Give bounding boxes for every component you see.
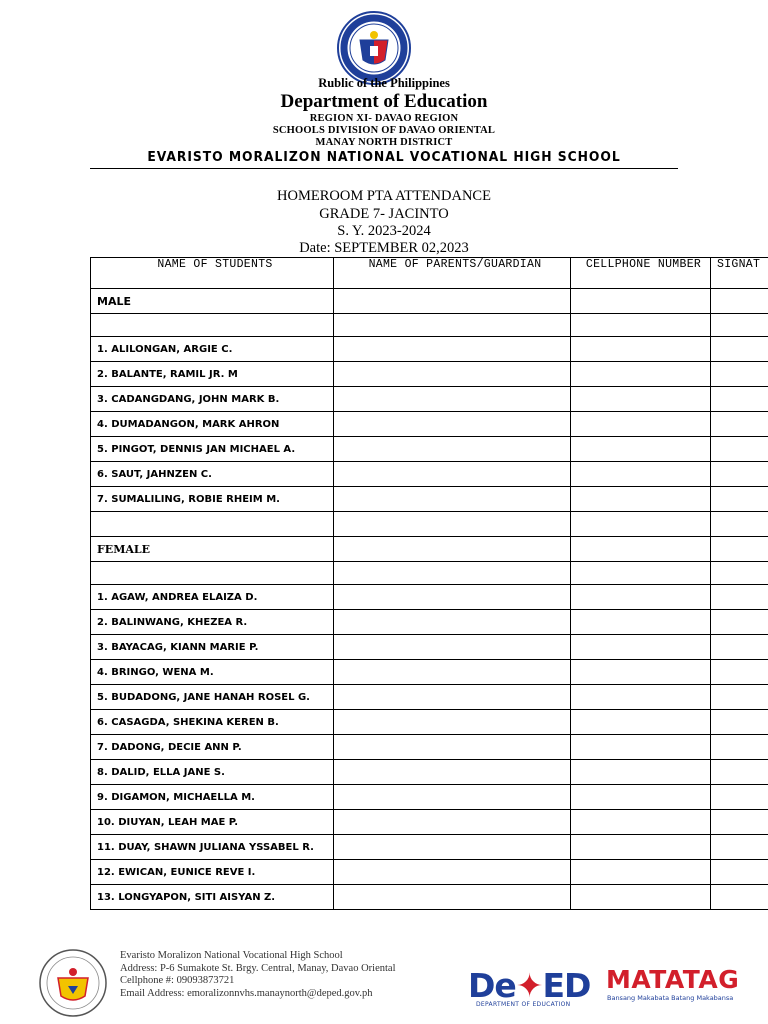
school-year: S. Y. 2023-2024 (337, 223, 431, 239)
signature-cell (711, 585, 768, 610)
male-section-row (91, 289, 768, 314)
student-name-cell: 6. CASAGDA, SHEKINA KEREN B. (91, 710, 334, 735)
cellphone-cell (571, 810, 711, 835)
signature-cell (711, 635, 768, 660)
parent-name-cell (334, 610, 571, 635)
attendance-table (90, 257, 768, 910)
female-student-row (91, 610, 768, 635)
signature-cell (711, 685, 768, 710)
school-name: EVARISTO MORALIZON NATIONAL VOCATIONAL HIGH SCHOOL (147, 150, 621, 165)
student-name-cell: 4. BRINGO, WENA M. (91, 660, 334, 685)
female-student-row (91, 860, 768, 885)
student-name-cell: 2. BALINWANG, KHEZEA R. (91, 610, 334, 635)
female-student-row (91, 760, 768, 785)
cellphone-cell (571, 860, 711, 885)
cellphone-cell (571, 585, 711, 610)
male-student-row (91, 462, 768, 487)
signature-cell (711, 562, 768, 585)
blank-row (91, 512, 768, 537)
cellphone-cell (571, 512, 711, 537)
signature-cell (711, 835, 768, 860)
parent-name-cell (334, 660, 571, 685)
footer-address: Address: P-6 Sumakote St. Brgy. Central, Manay, Davao Oriental (120, 962, 396, 974)
cellphone-cell (571, 437, 711, 462)
parent-name-cell (334, 462, 571, 487)
cellphone-cell (571, 362, 711, 387)
student-name-cell: 6. SAUT, JAHNZEN C. (91, 462, 334, 487)
grade-section: GRADE 7- JACINTO (319, 206, 449, 222)
student-name-cell: 5. BUDADONG, JANE HANAH ROSEL G. (91, 685, 334, 710)
male-student-row (91, 437, 768, 462)
header-signature: SIGNAT (711, 258, 768, 289)
student-name-cell: MALE (91, 289, 334, 314)
parent-name-cell (334, 860, 571, 885)
female-student-row (91, 785, 768, 810)
student-name-cell: 4. DUMADANGON, MARK AHRON (91, 412, 334, 437)
student-name-cell: 2. BALANTE, RAMIL JR. M (91, 362, 334, 387)
signature-cell (711, 314, 768, 337)
signature-cell (711, 860, 768, 885)
parent-name-cell (334, 585, 571, 610)
male-student-row (91, 362, 768, 387)
signature-cell (711, 289, 768, 314)
parent-name-cell (334, 635, 571, 660)
signature-cell (711, 412, 768, 437)
student-name-cell: 8. DALID, ELLA JANE S. (91, 760, 334, 785)
deped-seal-icon (336, 10, 412, 86)
parent-name-cell (334, 314, 571, 337)
signature-cell (711, 362, 768, 387)
signature-cell (711, 537, 768, 562)
parent-name-cell (334, 387, 571, 412)
female-student-row (91, 810, 768, 835)
cellphone-cell (571, 562, 711, 585)
parent-name-cell (334, 289, 571, 314)
division-line: SCHOOLS DIVISION OF DAVAO ORIENTAL (272, 125, 496, 136)
cellphone-cell (571, 685, 711, 710)
male-student-row (91, 487, 768, 512)
cellphone-cell (571, 487, 711, 512)
parent-name-cell (334, 362, 571, 387)
female-section-row (91, 537, 768, 562)
parent-name-cell (334, 760, 571, 785)
student-name-cell: 7. SUMALILING, ROBIE RHEIM M. (91, 487, 334, 512)
cellphone-cell (571, 635, 711, 660)
cellphone-cell (571, 412, 711, 437)
student-name-cell: 9. DIGAMON, MICHAELLA M. (91, 785, 334, 810)
signature-cell (711, 660, 768, 685)
cellphone-cell (571, 760, 711, 785)
footer-info (120, 950, 395, 1000)
parent-name-cell (334, 487, 571, 512)
parent-name-cell (334, 412, 571, 437)
blank-row (91, 314, 768, 337)
cellphone-cell (571, 835, 711, 860)
cellphone-cell (571, 314, 711, 337)
student-name-cell (91, 314, 334, 337)
signature-cell (711, 760, 768, 785)
cellphone-cell (571, 289, 711, 314)
female-student-row (91, 660, 768, 685)
cellphone-cell (571, 387, 711, 412)
signature-cell (711, 810, 768, 835)
signature-cell (711, 785, 768, 810)
parent-name-cell (334, 810, 571, 835)
cellphone-cell (571, 462, 711, 487)
student-name-cell: FEMALE (91, 537, 334, 562)
blank-row (91, 562, 768, 585)
parent-name-cell (334, 337, 571, 362)
student-name-cell: 13. LONGYAPON, SITI AISYAN Z. (91, 885, 334, 910)
parent-name-cell (334, 537, 571, 562)
parent-name-cell (334, 685, 571, 710)
signature-cell (711, 512, 768, 537)
footer-school: Evaristo Moralizon National Vocational High School (120, 950, 343, 961)
header-cellphone: CELLPHONE NUMBER (571, 258, 711, 289)
male-student-row (91, 412, 768, 437)
male-student-row (91, 337, 768, 362)
department-name: Department of Education (280, 91, 488, 112)
student-name-cell: 1. ALILONGAN, ARGIE C. (91, 337, 334, 362)
footer-email: Email Address: emoralizonnvhs.manaynorth@deped.gov.ph (120, 987, 373, 999)
cellphone-cell (571, 610, 711, 635)
parent-name-cell (334, 735, 571, 760)
document-title: HOMEROOM PTA ATTENDANCE (277, 188, 491, 204)
matatag-logo: MATATAG (606, 965, 740, 994)
student-name-cell: 3. BAYACAG, KIANN MARIE P. (91, 635, 334, 660)
region-line: REGION XI- DAVAO REGION (309, 113, 459, 124)
cellphone-cell (571, 537, 711, 562)
cellphone-cell (571, 710, 711, 735)
signature-cell (711, 710, 768, 735)
cellphone-cell (571, 885, 711, 910)
female-student-row (91, 685, 768, 710)
parent-name-cell (334, 785, 571, 810)
parent-name-cell (334, 885, 571, 910)
deped-tagline: DEPARTMENT OF EDUCATION (476, 1001, 571, 1008)
female-student-row (91, 835, 768, 860)
signature-cell (711, 387, 768, 412)
meeting-date: Date: SEPTEMBER 02,2023 (299, 240, 469, 256)
header-divider (90, 168, 678, 169)
student-name-cell: 5. PINGOT, DENNIS JAN MICHAEL A. (91, 437, 334, 462)
student-name-cell: 12. EWICAN, EUNICE REVE I. (91, 860, 334, 885)
student-name-cell: 3. CADANGDANG, JOHN MARK B. (91, 387, 334, 412)
header-parent-name: NAME OF PARENTS/GUARDIAN (334, 258, 571, 289)
cellphone-cell (571, 785, 711, 810)
signature-cell (711, 610, 768, 635)
parent-name-cell (334, 710, 571, 735)
header-student-name: NAME OF STUDENTS (91, 258, 334, 289)
female-student-row (91, 885, 768, 910)
signature-cell (711, 462, 768, 487)
cellphone-cell (571, 735, 711, 760)
cellphone-cell (571, 660, 711, 685)
student-name-cell: 1. AGAW, ANDREA ELAIZA D. (91, 585, 334, 610)
female-student-row (91, 735, 768, 760)
female-student-row (91, 635, 768, 660)
parent-name-cell (334, 437, 571, 462)
parent-name-cell (334, 512, 571, 537)
student-name-cell (91, 512, 334, 537)
cellphone-cell (571, 337, 711, 362)
signature-cell (711, 885, 768, 910)
student-name-cell: 7. DADONG, DECIE ANN P. (91, 735, 334, 760)
district-line: MANAY NORTH DISTRICT (315, 137, 453, 148)
footer-cellphone: Cellphone #: 09093873721 (120, 975, 235, 986)
parent-name-cell (334, 562, 571, 585)
signature-cell (711, 487, 768, 512)
signature-cell (711, 437, 768, 462)
deped-logo: De✦ED (468, 966, 591, 1005)
matatag-slogan: Bansang Makabata Batang Makabansa (607, 994, 734, 1002)
signature-cell (711, 337, 768, 362)
female-student-row (91, 585, 768, 610)
student-name-cell (91, 562, 334, 585)
signature-cell (711, 735, 768, 760)
student-name-cell: 10. DIUYAN, LEAH MAE P. (91, 810, 334, 835)
republic-line: Rublic of the Philippines (318, 76, 450, 90)
school-logo-icon (38, 948, 108, 1018)
male-student-row (91, 387, 768, 412)
parent-name-cell (334, 835, 571, 860)
student-name-cell: 11. DUAY, SHAWN JULIANA YSSABEL R. (91, 835, 334, 860)
female-student-row (91, 710, 768, 735)
